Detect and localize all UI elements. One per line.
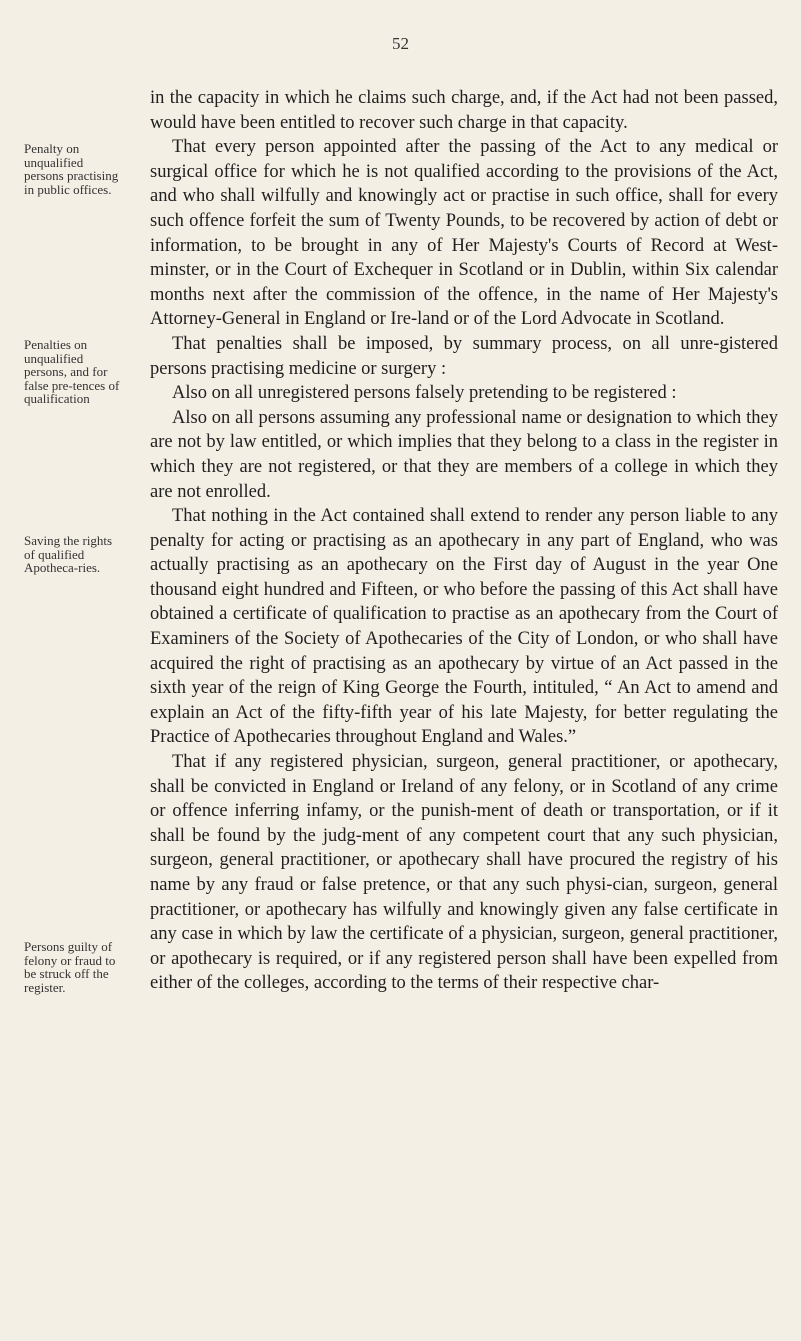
paragraph: in the capacity in which he claims such charge, and, if the Act had not been passed, would have been entitled to recover such charge in that capacity. [150, 88, 778, 133]
page-number: 52 [392, 34, 409, 53]
margin-note-penalty-public-offices: Penalty on unqualified persons practising in public offices. [24, 141, 119, 197]
margin-note-penalties-unqualified: Penalties on unqualified persons, and for false pre-tences of qualification [24, 337, 120, 406]
paragraph: That every person appointed after the passing of the Act to any medical or surgical office for which he is not qualified according to the provisions of the Act, and who shall wilfully and knowingly act or practise in such office, shall for every such offence forfeit the sum of Twenty Pounds, to be recovered by action of debt or information, to be brought in any of Her Majesty's Courts of Record at West-minster, or in the Court of Exchequer in Scotland or in Dublin, within Six calendar months next after the commission of the offence, in the name of Her Majesty's Attorney-General in England or Ire-land or of the Lord Advocate in Scotland. [150, 137, 778, 330]
margin-note-saving-apothecaries: Saving the rights of qualified Apotheca-ries. [24, 533, 113, 575]
paragraph: That penalties shall be imposed, by summary process, on all unre-gistered persons practising medicine or surgery : [150, 333, 778, 379]
paragraph: That nothing in the Act contained shall extend to render any person liable to any penalty for acting or practising as an apothecary in any part of England, who was actually practising as an apothecary on the First day of August in the year One thousand eight hundred and Fifteen, or who before the passing of this Act shall have obtained a certificate of qualification to practise as an apothecary from the Court of Examiners of the Society of Apothecaries of the City of London, or who shall have acquired the right of practising as an apothecary by virtue of an Act passed in the sixth year of the reign of King George the Fourth, intituled, “ An Act to amend and explain an Act of the fifty-fifth year of his late Majesty, for better regulating the Practice of Apothecaries throughout England and Wales.” [150, 506, 778, 748]
paragraph: Also on all unregistered persons falsely pretending to be registered : [172, 383, 677, 404]
margin-note-felony-struck-off: Persons guilty of felony or fraud to be struck off the register. [24, 939, 116, 995]
body-text [150, 86, 778, 996]
paragraph: That if any registered physician, surgeon, general practitioner, or apothecary, shall be convicted in England or Ireland of any felony, or in Scotland of any crime or offence inferring infamy, or the punish-ment of death or transportation, or if it shall be found by the judg-ment of any competent court that any such physician, surgeon, general practitioner, or apothecary shall have procured the registry of his name by any fraud or false pretence, or that any such physi-cian, surgeon, general practitioner, or apothecary has wilfully and knowingly given any false certificate in any case in which by law the certificate of a physician, surgeon, general practitioner, or apothecary is required, or if any registered person shall have been expelled from either of the colleges, according to the terms of their respective char- [150, 752, 778, 994]
paragraph: Also on all persons assuming any professional name or designation to which they are not by law entitled, or which implies that they belong to a class in the register in which they are not registered, or that they are members of a college in which they are not enrolled. [150, 407, 778, 502]
